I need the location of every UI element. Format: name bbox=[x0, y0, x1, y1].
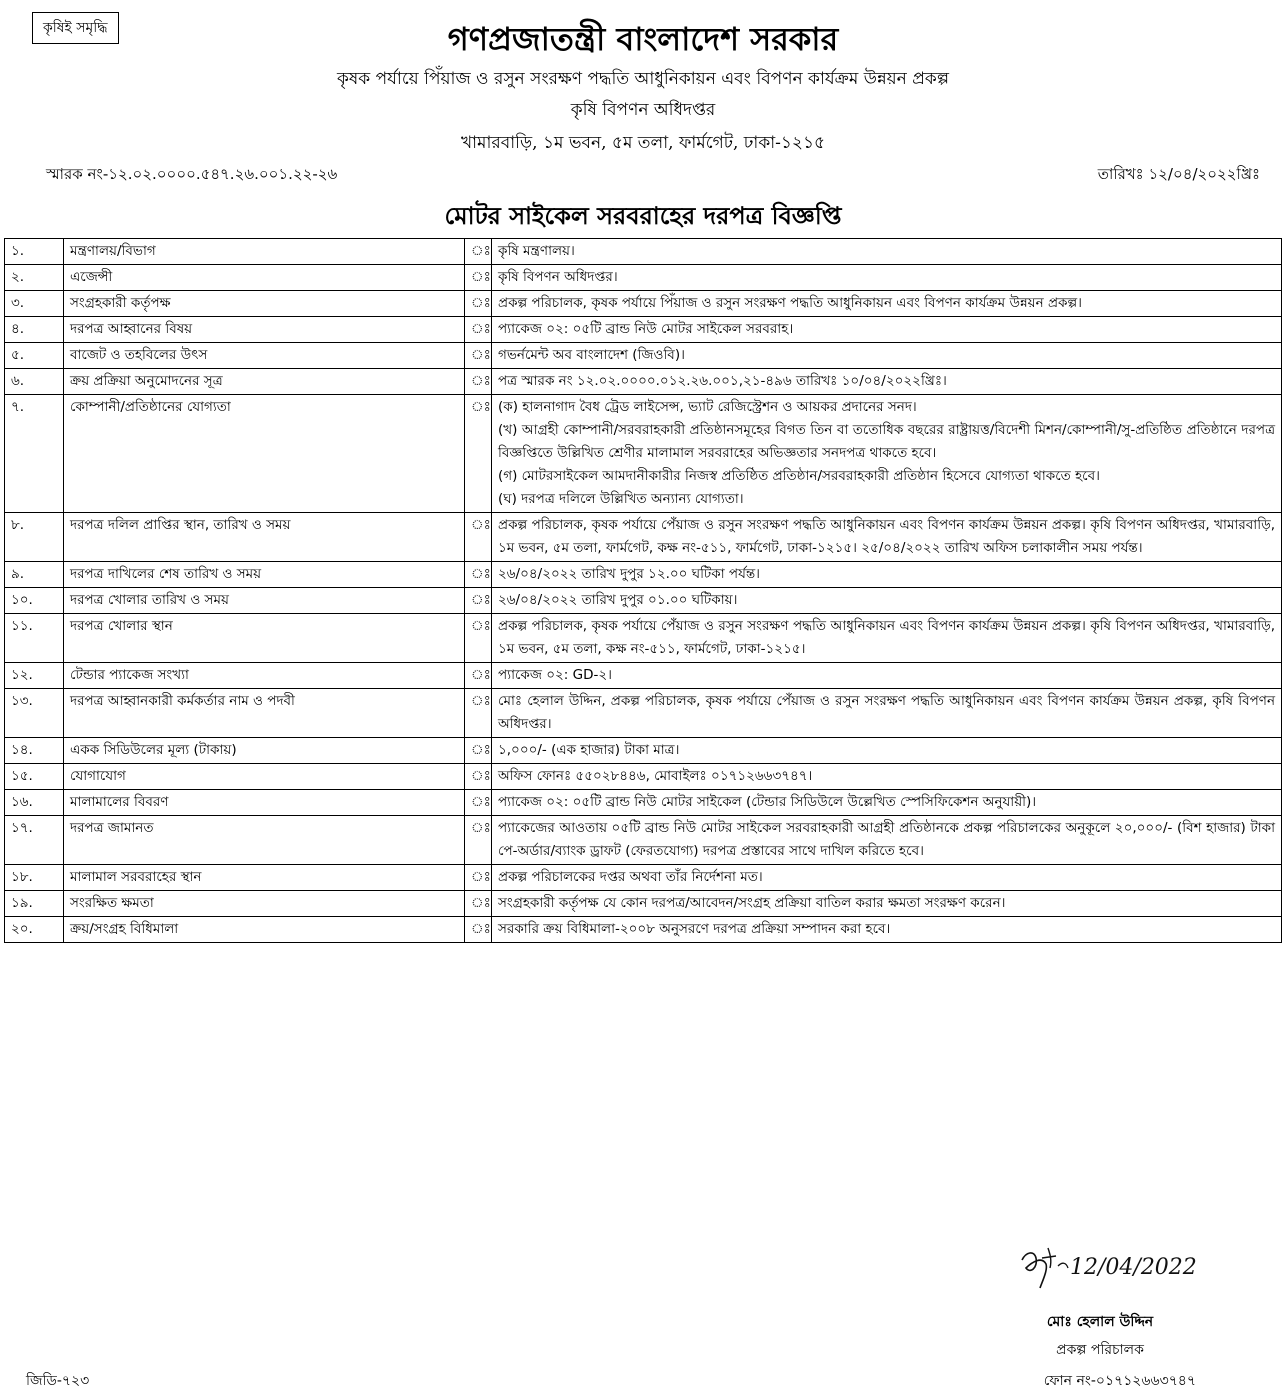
row-value-line: গভর্নমেন্ট অব বাংলাদেশ (জিওবি)। bbox=[498, 347, 685, 363]
row-value-line: প্যাকেজ ০২: ০৫টি ব্রান্ড নিউ মোটর সাইকেল (টেন্ডার সিডিউলে উল্লেখিত স্পেসিফিকেশন অনুযায়ী)। bbox=[498, 794, 1037, 810]
row-value-line: কৃষি মন্ত্রণালয়। bbox=[498, 243, 575, 259]
row-label: মালামাল সরবরাহের স্থান bbox=[64, 865, 465, 891]
row-value bbox=[492, 265, 1282, 291]
row-label: দরপত্র খোলার স্থান bbox=[64, 614, 465, 663]
row-separator: ঃ bbox=[465, 395, 492, 513]
row-label: বাজেট ও তহবিলের উৎস bbox=[64, 343, 465, 369]
row-value-line: প্যাকেজ ০২: GD-২। bbox=[498, 667, 612, 683]
row-separator: ঃ bbox=[465, 614, 492, 663]
row-number: ৩. bbox=[5, 291, 64, 317]
table-row bbox=[5, 562, 1282, 588]
row-label: কোম্পানী/প্রতিষ্ঠানের যোগ্যতা bbox=[64, 395, 465, 513]
row-separator: ঃ bbox=[465, 291, 492, 317]
row-label: এজেন্সী bbox=[64, 265, 465, 291]
row-separator: ঃ bbox=[465, 369, 492, 395]
row-value-line: ২৬/০৪/২০২২ তারিখ দুপুর ১২.০০ ঘটিকা পর্যন্ত। bbox=[498, 566, 761, 582]
row-separator: ঃ bbox=[465, 764, 492, 790]
row-value-line: কৃষি বিপণন অধিদপ্তর। bbox=[498, 269, 618, 285]
row-value bbox=[492, 562, 1282, 588]
notice-date: তারিখঃ ১২/০৪/২০২২খ্রিঃ bbox=[1097, 165, 1260, 183]
row-value-line: মোঃ হেলাল উদ্দিন, প্রকল্প পরিচালক, কৃষক পর্যায়ে পেঁয়াজ ও রসুন সংরক্ষণ পদ্ধতি আধুনিকায়ন এবং বিপণন কার্যক্রম উন্নয়ন প্রকল্প, কৃষি বিপণন অধিদপ্তর। bbox=[498, 693, 1275, 732]
row-value-line: প্রকল্প পরিচালক, কৃষক পর্যায়ে পেঁয়াজ ও রসুন সংরক্ষণ পদ্ধতি আধুনিকায়ন এবং বিপণন কার্যক্রম উন্নয়ন প্রকল্প। কৃষি বিপণন অধিদপ্তর, খামারবাড়ি, ১ম ভবন, ৫ম তলা, কক্ষ নং-৫১১, ফার্মগেট, ঢাকা-১২১৫। bbox=[498, 618, 1275, 657]
row-number: ৫. bbox=[5, 343, 64, 369]
row-value bbox=[492, 343, 1282, 369]
row-value bbox=[492, 790, 1282, 816]
table-row bbox=[5, 614, 1282, 663]
row-number: ১৯. bbox=[5, 891, 64, 917]
row-number: ২০. bbox=[5, 917, 64, 943]
table-row bbox=[5, 663, 1282, 689]
table-row bbox=[5, 343, 1282, 369]
row-number: ২. bbox=[5, 265, 64, 291]
row-value bbox=[492, 865, 1282, 891]
row-number: ৭. bbox=[5, 395, 64, 513]
signatory-name: মোঃ হেলাল উদ্দিন bbox=[1046, 1314, 1154, 1330]
row-value-line: অফিস ফোনঃ ৫৫০২৮৪৪৬, মোবাইলঃ ০১৭১২৬৬৩৭৪৭। bbox=[498, 768, 813, 784]
row-label: দরপত্র খোলার তারিখ ও সময় bbox=[64, 588, 465, 614]
table-row bbox=[5, 738, 1282, 764]
row-number: ১৮. bbox=[5, 865, 64, 891]
row-separator: ঃ bbox=[465, 738, 492, 764]
row-label: মালামালের বিবরণ bbox=[64, 790, 465, 816]
table-row bbox=[5, 239, 1282, 265]
row-label: সংরক্ষিত ক্ষমতা bbox=[64, 891, 465, 917]
table-row bbox=[5, 317, 1282, 343]
row-label: দরপত্র দাখিলের শেষ তারিখ ও সময় bbox=[64, 562, 465, 588]
row-label: দরপত্র জামানত bbox=[64, 816, 465, 865]
row-number: ১৫. bbox=[5, 764, 64, 790]
row-number: ১৪. bbox=[5, 738, 64, 764]
row-value bbox=[492, 395, 1282, 513]
row-separator: ঃ bbox=[465, 562, 492, 588]
office-address: খামারবাড়ি, ১ম ভবন, ৫ম তলা, ফার্মগেট, ঢাকা-১২১৫ bbox=[460, 133, 826, 153]
row-value bbox=[492, 891, 1282, 917]
table-row bbox=[5, 588, 1282, 614]
row-separator: ঃ bbox=[465, 816, 492, 865]
row-separator: ঃ bbox=[465, 588, 492, 614]
table-row bbox=[5, 369, 1282, 395]
row-label: মন্ত্রণালয়/বিভাগ bbox=[64, 239, 465, 265]
row-label: একক সিডিউলের মূল্য (টাকায়) bbox=[64, 738, 465, 764]
signatory-title: প্রকল্প পরিচালক bbox=[1056, 1342, 1144, 1358]
row-value-line: প্যাকেজের আওতায় ০৫টি ব্রান্ড নিউ মোটর সাইকেল সরবরাহকারী আগ্রহী প্রতিষ্ঠানকে প্রকল্প পরিচালকের অনুকূলে ২০,০০০/- (বিশ হাজার) টাকা পে-অর্ডার/ব্যাংক ড্রাফট (ফেরতযোগ্য) দরপত্র প্রস্তাবের সাথে দাখিল করিতে হবে। bbox=[498, 820, 1275, 859]
handwritten-signature bbox=[1012, 1238, 1212, 1300]
row-value-line: প্রকল্প পরিচালক, কৃষক পর্যায়ে পিঁয়াজ ও রসুন সংরক্ষণ পদ্ধতি আধুনিকায়ন এবং বিপণন কার্যক্রম উন্নয়ন প্রকল্প। bbox=[498, 295, 1082, 311]
row-value-line: ২৬/০৪/২০২২ তারিখ দুপুর ০১.০০ ঘটিকায়। bbox=[498, 592, 738, 608]
row-value bbox=[492, 513, 1282, 562]
department-name: কৃষি বিপণন অধিদপ্তর bbox=[570, 100, 716, 120]
row-value-line: পত্র স্মারক নং ১২.০২.০০০০.০১২.২৬.০০১,২১-৪৯৬ তারিখঃ ১০/০৪/২০২২খ্রিঃ। bbox=[498, 373, 947, 389]
row-separator: ঃ bbox=[465, 689, 492, 738]
row-value bbox=[492, 588, 1282, 614]
table-row bbox=[5, 865, 1282, 891]
tender-info-body bbox=[5, 239, 1282, 943]
row-value bbox=[492, 764, 1282, 790]
row-value-line: সংগ্রহকারী কর্তৃপক্ষ যে কোন দরপত্র/আবেদন/সংগ্রহ প্রক্রিয়া বাতিল করার ক্ষমতা সংরক্ষণ করেন। bbox=[498, 895, 1006, 911]
row-number: ১৩. bbox=[5, 689, 64, 738]
row-separator: ঃ bbox=[465, 891, 492, 917]
memo-number: স্মারক নং-১২.০২.০০০০.৫৪৭.২৬.০০১.২২-২৬ bbox=[46, 165, 338, 183]
row-separator: ঃ bbox=[465, 317, 492, 343]
table-row bbox=[5, 790, 1282, 816]
table-row bbox=[5, 764, 1282, 790]
row-value-line: ১,০০০/- (এক হাজার) টাকা মাত্র। bbox=[498, 742, 680, 758]
row-label: দরপত্র আহ্বানের বিষয় bbox=[64, 317, 465, 343]
row-number: ১৬. bbox=[5, 790, 64, 816]
row-value bbox=[492, 816, 1282, 865]
table-row bbox=[5, 816, 1282, 865]
row-value bbox=[492, 917, 1282, 943]
row-separator: ঃ bbox=[465, 239, 492, 265]
table-row bbox=[5, 513, 1282, 562]
row-number: ৪. bbox=[5, 317, 64, 343]
table-row bbox=[5, 265, 1282, 291]
row-label: যোগাযোগ bbox=[64, 764, 465, 790]
tender-info-table bbox=[4, 238, 1282, 943]
row-value-line: (গ) মোটরসাইকেল আমদানীকারীর নিজস্ব প্রতিষ্ঠিত প্রতিষ্ঠান/সরবরাহকারী প্রতিষ্ঠান হিসেবে যোগ্যতা থাকতে হবে। bbox=[498, 468, 1100, 484]
row-number: ১১. bbox=[5, 614, 64, 663]
row-label: ক্রয় প্রক্রিয়া অনুমোদনের সূত্র bbox=[64, 369, 465, 395]
row-value bbox=[492, 317, 1282, 343]
table-row bbox=[5, 917, 1282, 943]
government-title: গণপ্রজাতন্ত্রী বাংলাদেশ সরকার bbox=[447, 20, 839, 58]
table-row bbox=[5, 891, 1282, 917]
row-value bbox=[492, 738, 1282, 764]
row-label: সংগ্রহকারী কর্তৃপক্ষ bbox=[64, 291, 465, 317]
gd-number: জিডি-৭২৩ bbox=[26, 1373, 90, 1389]
row-separator: ঃ bbox=[465, 790, 492, 816]
row-number: ৯. bbox=[5, 562, 64, 588]
row-separator: ঃ bbox=[465, 513, 492, 562]
row-value bbox=[492, 291, 1282, 317]
table-row bbox=[5, 291, 1282, 317]
row-value-line: প্রকল্প পরিচালক, কৃষক পর্যায়ে পেঁয়াজ ও রসুন সংরক্ষণ পদ্ধতি আধুনিকায়ন এবং বিপণন কার্যক্রম উন্নয়ন প্রকল্প। কৃষি বিপণন অধিদপ্তর, খামারবাড়ি, ১ম ভবন, ৫ম তলা, ফার্মগেট, কক্ষ নং-৫১১, ফার্মগেট, ঢাকা-১২১৫। ২৫/০৪/২০২২ তারিখ অফিস চলাকালীন সময় পর্যন্ত। bbox=[498, 517, 1275, 556]
row-label: টেন্ডার প্যাকেজ সংখ্যা bbox=[64, 663, 465, 689]
row-separator: ঃ bbox=[465, 917, 492, 943]
row-value bbox=[492, 689, 1282, 738]
signatory-phone: ফোন নং-০১৭১২৬৬৩৭৪৭ bbox=[1043, 1373, 1196, 1389]
row-value-line: প্যাকেজ ০২: ০৫টি ব্রান্ড নিউ মোটর সাইকেল সরবরাহ। bbox=[498, 321, 794, 337]
row-value-line: প্রকল্প পরিচালকের দপ্তর অথবা তাঁর নির্দেশনা মত। bbox=[498, 869, 763, 885]
row-value-line: সরকারি ক্রয় বিধিমালা-২০০৮ অনুসরণে দরপত্র প্রক্রিয়া সম্পাদন করা হবে। bbox=[498, 921, 891, 937]
row-value-line: (ঘ) দরপত্র দলিলে উল্লিখিত অন্যান্য যোগ্যতা। bbox=[498, 491, 744, 507]
row-number: ১০. bbox=[5, 588, 64, 614]
motto-box: কৃষিই সমৃদ্ধি bbox=[32, 12, 119, 44]
row-number: ১৭. bbox=[5, 816, 64, 865]
row-value bbox=[492, 369, 1282, 395]
row-value-line: (ক) হালনাগাদ বৈধ ট্রেড লাইসেন্স, ভ্যাট রেজিস্ট্রেশন ও আয়কর প্রদানের সনদ। bbox=[498, 399, 917, 415]
row-separator: ঃ bbox=[465, 865, 492, 891]
row-separator: ঃ bbox=[465, 663, 492, 689]
table-row bbox=[5, 395, 1282, 513]
project-name: কৃষক পর্যায়ে পিঁয়াজ ও রসুন সংরক্ষণ পদ্ধতি আধুনিকায়ন এবং বিপণন কার্যক্রম উন্নয়ন প্রকল্প bbox=[337, 69, 949, 89]
notice-title: মোটর সাইকেল সরবরাহের দরপত্র বিজ্ঞপ্তি bbox=[444, 201, 842, 230]
row-number: ৮. bbox=[5, 513, 64, 562]
svg-text:12/04/2022: 12/04/2022 bbox=[1070, 1255, 1197, 1280]
row-value bbox=[492, 663, 1282, 689]
row-separator: ঃ bbox=[465, 265, 492, 291]
row-number: ৬. bbox=[5, 369, 64, 395]
row-label: দরপত্র দলিল প্রাপ্তির স্থান, তারিখ ও সময় bbox=[64, 513, 465, 562]
table-row bbox=[5, 689, 1282, 738]
row-value bbox=[492, 239, 1282, 265]
row-value-line: (খ) আগ্রহী কোম্পানী/সরবরাহকারী প্রতিষ্ঠানসমূহের বিগত তিন বা ততোধিক বছরের রাষ্ট্রায়ত্ত/বিদেশী মিশন/কোম্পানী/সু-প্রতিষ্ঠিত প্রতিষ্ঠানে দরপত্র বিজ্ঞপ্তিতে উল্লিখিত শ্রেণীর মালামাল সরবরাহের অভিজ্ঞতার সনদপত্র থাকতে হবে। bbox=[498, 422, 1275, 461]
row-label: দরপত্র আহ্বানকারী কর্মকর্তার নাম ও পদবী bbox=[64, 689, 465, 738]
row-number: ১২. bbox=[5, 663, 64, 689]
row-separator: ঃ bbox=[465, 343, 492, 369]
row-label: ক্রয়/সংগ্রহ বিধিমালা bbox=[64, 917, 465, 943]
row-number: ১. bbox=[5, 239, 64, 265]
row-value bbox=[492, 614, 1282, 663]
